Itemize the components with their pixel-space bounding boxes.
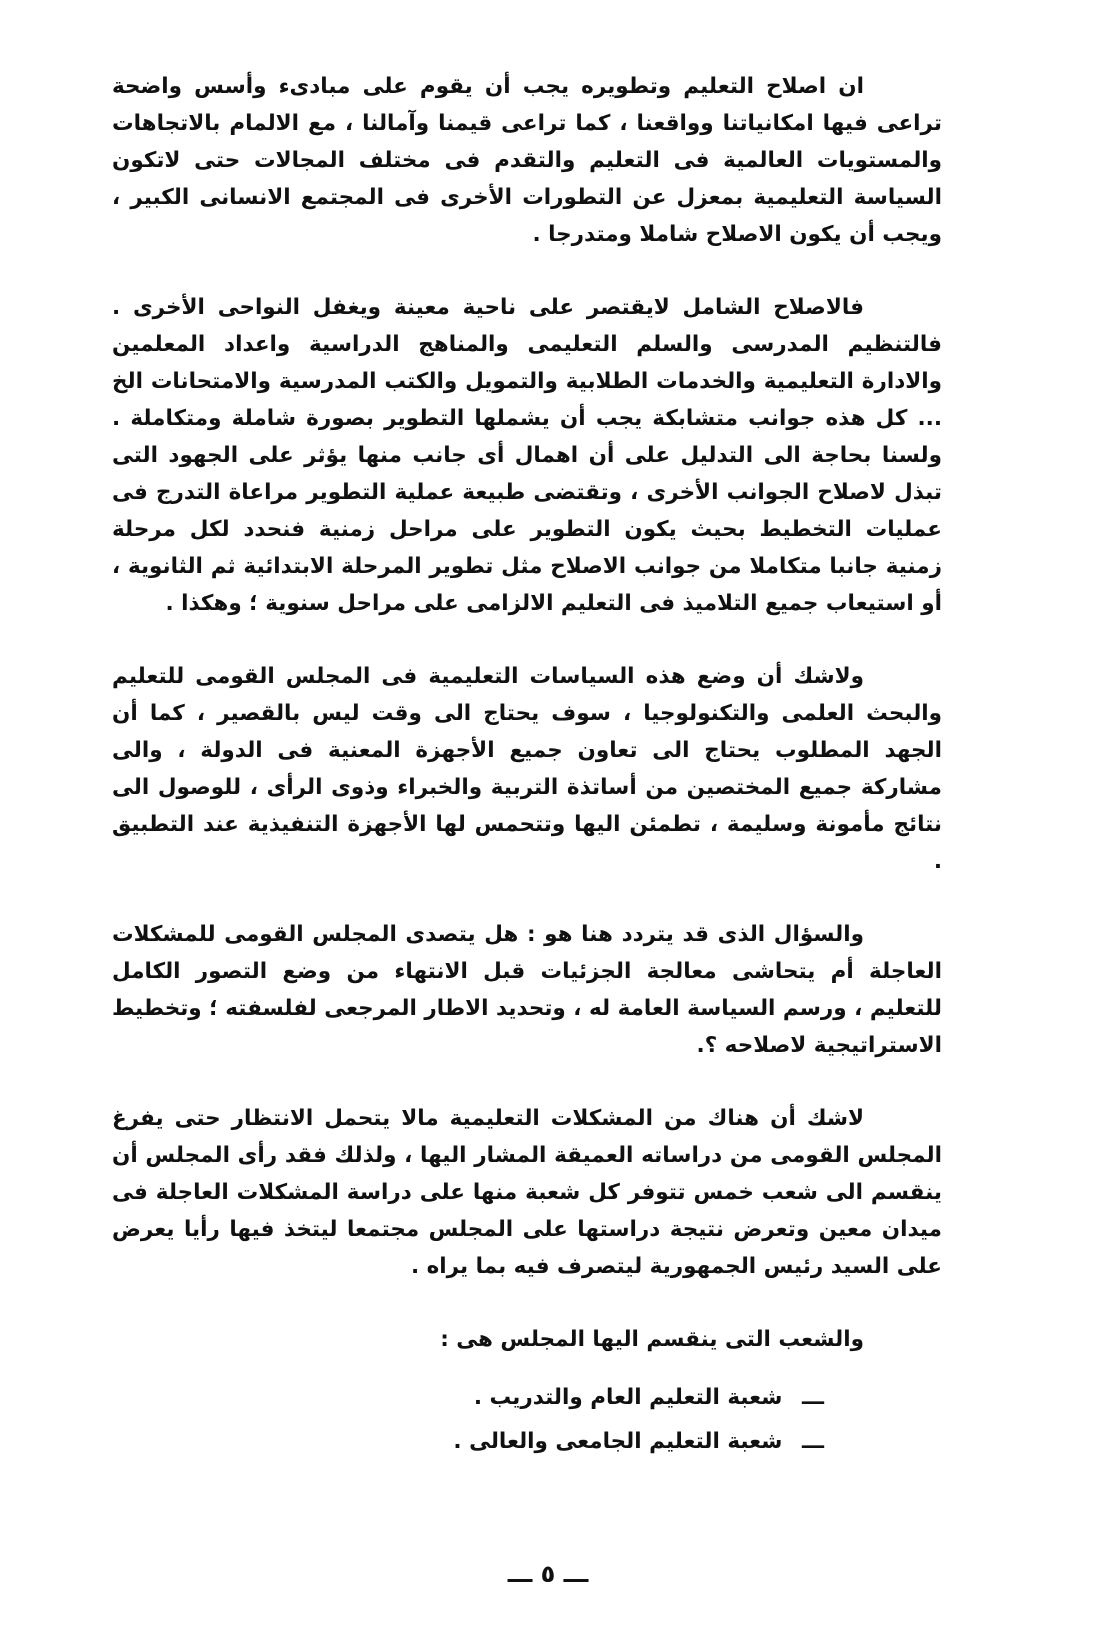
paragraph-comprehensive-reform: فالاصلاح الشامل لايقتصر على ناحية معينة ويغفل النواحى الأخرى . فالتنظيم المدرسى والسلم التعليمى والمناهج الدراسية واعداد المعلمين والادارة التعليمية والخدمات الطلابية والتمويل والكتب المدرسية والامتحانات الخ ... كل هذه جوانب متشابكة يجب أن يشملها التطوير بصورة شاملة ومتكاملة . ولسنا بحاجة الى التدليل على أن اهمال أى جانب منها يؤثر على الجهود التى تبذل لاصلاح الجوانب الأخرى ، وتقتضى طبيعة عملية التطوير مراعاة التدرج فى عمليات التخطيط بحيث يكون التطوير على مراحل زمنية فنحدد لكل مرحلة زمنية جانبا متكاملا من جوانب الاصلاح مثل تطوير المرحلة الابتدائية ثم الثانوية ، أو استيعاب جميع التلاميذ فى التعليم الالزامى على مراحل سنوية ؛ وهكذا . [112,295,942,616]
paragraph-reform-principles: ان اصلاح التعليم وتطويره يجب أن يقوم على مبادىء وأسس واضحة تراعى فيها امكانياتنا وواقعنا ، كما تراعى قيمنا وآمالنا ، مع الالمام بالاتجاهات والمستويات العالمية فى التعليم والتقدم فى مختلف المجالات حتى لاتكون السياسة التعليمية بمعزل عن التطورات الأخرى فى المجتمع الانسانى الكبير ، ويجب أن يكون الاصلاح شاملا ومتدرجا . [112,74,942,247]
list-item-text: شعبة التعليم العام والتدريب . [473,1385,783,1410]
paragraph-council-question: والسؤال الذى قد يتردد هنا هو : هل يتصدى المجلس القومى للمشكلات العاجلة أم يتحاشى معالجة الجزئيات قبل الانتهاء من وضع التصور الكامل للتعليم ، ورسم السياسة العامة له ، وتحديد الاطار المرجعى لفلسفته ؛ وتخطيط الاستراتيجية لاصلاحه ؟. [112,922,942,1058]
document-page [112,68,942,1464]
dash-bullet: ـــ [801,1429,824,1454]
dash-bullet: ـــ [801,1385,824,1410]
list-intro: والشعب التى ينقسم اليها المجلس هى : [440,1327,864,1352]
divisions-list [112,1376,942,1464]
list-item [112,1376,942,1420]
page-number: ـــ ٥ ـــ [507,1560,589,1588]
list-item [112,1420,942,1464]
paragraph-national-council-policies: ولاشك أن وضع هذه السياسات التعليمية فى المجلس القومى للتعليم والبحث العلمى والتكنولوجيا ، سوف يحتاج الى وقت ليس بالقصير ، كما أن الجهد المطلوب يحتاج الى تعاون جميع الأجهزة المعنية فى الدولة ، والى مشاركة جميع المختصين من أساتذة التربية والخبراء وذوى الرأى ، للوصول الى نتائج مأمونة وسليمة ، تطمئن اليها وتتحمس لها الأجهزة التنفيذية عند التطبيق . [112,664,942,874]
list-item-text: شعبة التعليم الجامعى والعالى . [453,1429,783,1454]
paragraph-urgent-problems: لاشك أن هناك من المشكلات التعليمية مالا يتحمل الانتظار حتى يفرغ المجلس القومى من دراساته العميقة المشار اليها ، ولذلك فقد رأى المجلس أن ينقسم الى شعب خمس تتوفر كل شعبة منها على دراسة المشكلات العاجلة فى ميدان معين وتعرض نتيجة دراستها على المجلس مجتمعا ليتخذ فيها رأيا يعرض على السيد رئيس الجمهورية ليتصرف فيه بما يراه . [112,1106,942,1279]
